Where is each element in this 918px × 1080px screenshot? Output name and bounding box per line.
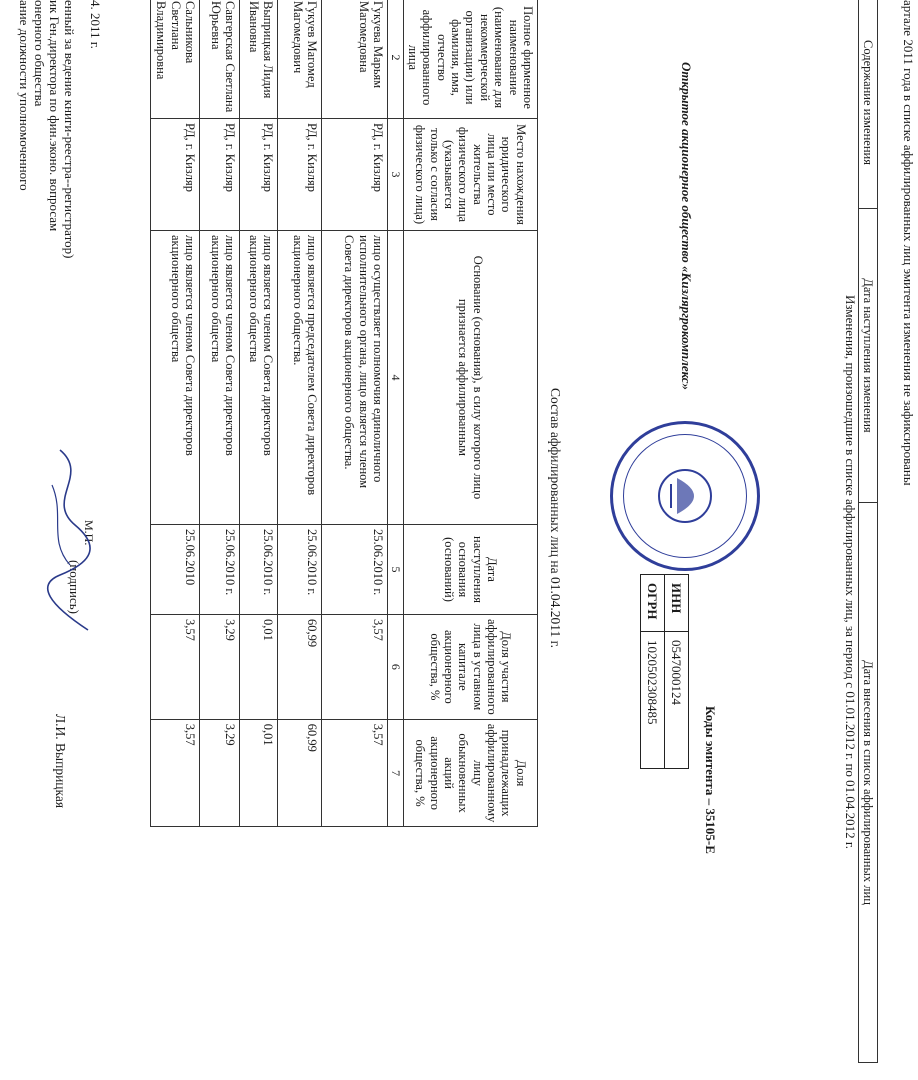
- cell-basis: лицо является председателем Совета директоров акционерного общества.: [278, 231, 322, 525]
- column-header: Доля участия аффилированного лица в уставном капитале акционерного общества, %: [403, 615, 537, 720]
- cell-shares-common: 0,01: [240, 719, 278, 827]
- column-number-row: [388, 0, 403, 827]
- company-seal-stamp: [610, 421, 760, 571]
- table-row: [200, 0, 240, 827]
- cell-share: 3,57: [322, 615, 388, 720]
- column-header: Содержание изменения: [859, 0, 878, 209]
- cell-basis: лицо является членом Совета директоров акционерного общества: [200, 231, 240, 525]
- table-row: [240, 0, 278, 827]
- cell-date: 25.06.2010 г.: [322, 525, 388, 615]
- changes-table: [858, 0, 878, 1063]
- cell-shares-common: 3,29: [200, 719, 240, 827]
- column-header: Место нахождения юридического лица или место жительства физического лица (указывается только с согласия физического лица): [403, 119, 537, 231]
- code-value: 0547000124: [665, 632, 689, 769]
- column-number: 2: [388, 0, 403, 119]
- signatory-name: Л.И. Выприцкая: [53, 714, 68, 809]
- cell-place: РД, г. Кизляр: [151, 119, 200, 231]
- column-header: Дата внесения в список аффилированных лиц: [859, 503, 878, 1063]
- cell-shares-common: 3,57: [322, 719, 388, 827]
- column-header: Дата наступления основания (оснований): [403, 525, 537, 615]
- main-table-title: Состав аффилированных лиц на 01.04.2011 г.: [548, 388, 563, 648]
- cell-share: 60,99: [278, 615, 322, 720]
- column-header: Основание (основания), в силу которого лицо признается аффилированным: [403, 231, 537, 525]
- cell-date: 25.06.2010 г.: [200, 525, 240, 615]
- cell-date: 25.06.2010: [151, 525, 200, 615]
- cell-date: 25.06.2010 г.: [240, 525, 278, 615]
- column-header: Полное фирменное наименование (наименование для некоммерческой организации) или фамилия, имя, отчество аффилированного лица: [403, 0, 537, 119]
- codes-title: Коды эмитента – 35105-Е: [703, 706, 718, 854]
- changes-title: Изменения, произошедшие в списке аффилированных лиц, за период с 01.01.2012 г. по 01.04.2012 г.: [843, 295, 858, 850]
- cell-name: Гукуева Марьям Магомедовна: [322, 0, 388, 119]
- cell-name: Гукуев Магомед Магомедович: [278, 0, 322, 119]
- affiliates-table: [150, 0, 538, 827]
- changes-header-row: [859, 0, 878, 1063]
- changes-note: артале 2011 года в списке аффилированных лиц эмитента изменения не зафиксированы: [901, 0, 916, 486]
- codes-row-inn: [665, 575, 689, 769]
- column-number: 3: [388, 119, 403, 231]
- cell-shares-common: 60,99: [278, 719, 322, 827]
- cell-place: РД, г. Кизляр: [278, 119, 322, 231]
- codes-table: [640, 574, 689, 769]
- column-number: 6: [388, 615, 403, 720]
- cell-name: Выприцкая Лидия Ивановна: [240, 0, 278, 119]
- column-header: Дата наступления изменения: [859, 209, 878, 503]
- cell-shares-common: 3,57: [151, 719, 200, 827]
- cell-share: 0,01: [240, 615, 278, 720]
- seal-emblem-icon: [653, 464, 717, 528]
- code-value: 1020502308485: [641, 632, 665, 769]
- header-line-3: ик Ген.директора по фин.эконо. вопросам: [47, 0, 62, 232]
- code-key: ОГРН: [641, 575, 665, 632]
- cell-basis: лицо является членом Совета директоров акционерного общества: [240, 231, 278, 525]
- cell-place: РД, г. Кизляр: [322, 119, 388, 231]
- handwritten-signature: [38, 445, 100, 635]
- table-header-row: [403, 0, 537, 827]
- column-number: 4: [388, 231, 403, 525]
- column-number: 7: [388, 719, 403, 827]
- column-number: 5: [388, 525, 403, 615]
- cell-share: 3,57: [151, 615, 200, 720]
- cell-share: 3,29: [200, 615, 240, 720]
- code-key: ИНН: [665, 575, 689, 632]
- table-row: [322, 0, 388, 827]
- company-name: Открытое акционерное общество «Кизляргрокомплекс»: [679, 62, 694, 391]
- table-row: [278, 0, 322, 827]
- header-date: 4. 2011 г.: [88, 0, 103, 49]
- cell-place: РД, г. Кизляр: [240, 119, 278, 231]
- codes-row-ogrn: [641, 575, 665, 769]
- cell-basis: лицо осуществляет полномочия единоличного исполнительного органа, лицо является членом Совета директоров акционерного общества.: [322, 231, 388, 525]
- signature-caption: (подпись): [67, 560, 82, 614]
- header-line-2: онерного общества: [32, 0, 47, 107]
- header-line-4: енный за ведение книги-реестра--регистратор): [62, 0, 77, 259]
- header-line-1: ание должности уполномоченного: [17, 0, 32, 191]
- cell-basis: лицо является членом Совета директоров акционерного общества: [151, 231, 200, 525]
- table-row: [151, 0, 200, 827]
- column-header: Доля принадлежащих аффилированному лицу обыкновенных акций акционерного общества, %: [403, 719, 537, 827]
- cell-date: 25.06.2010 г.: [278, 525, 322, 615]
- stamp-mp-label: М.П.: [82, 520, 96, 546]
- cell-name: Савгерская Светлана Юрьевна: [200, 0, 240, 119]
- cell-place: РД, г. Кизляр: [200, 119, 240, 231]
- cell-name: Сальникова Светлана Владимировна: [151, 0, 200, 119]
